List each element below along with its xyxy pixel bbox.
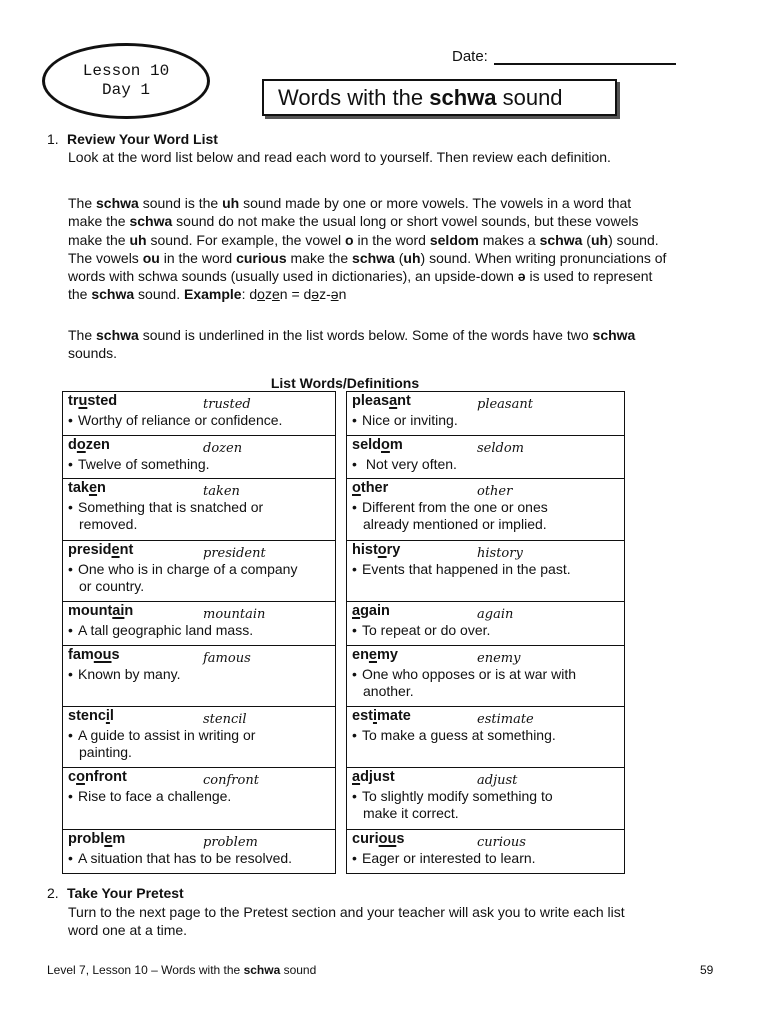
schwa-underline: i xyxy=(372,708,377,724)
bullet-icon: • xyxy=(68,622,73,638)
list-word: other xyxy=(352,480,389,496)
table-row xyxy=(63,830,625,874)
page-title xyxy=(262,79,617,116)
list-word: famous xyxy=(68,647,120,663)
bullet-icon: • xyxy=(68,412,73,428)
schwa-underline: e xyxy=(104,831,113,847)
definition: • Different from the one or ones already mentioned or implied. xyxy=(352,499,548,532)
list-word: estimate xyxy=(352,708,411,724)
schwa-underline: ou xyxy=(378,831,397,847)
cursive-word: famous xyxy=(203,651,251,666)
column-gap xyxy=(336,479,347,541)
table-row xyxy=(63,768,625,830)
cursive-word: pleasant xyxy=(477,397,533,412)
cursive-word: president xyxy=(203,546,266,561)
lesson-number: Lesson 10 xyxy=(82,62,170,80)
schwa-underline: o xyxy=(76,437,86,453)
bullet-icon: • xyxy=(352,727,357,743)
definition: • Something that is snatched or removed. xyxy=(68,499,264,532)
cursive-word: mountain xyxy=(203,607,266,622)
schwa-underline: e xyxy=(368,647,377,663)
date-label: Date: xyxy=(452,48,488,65)
word-cell xyxy=(347,436,625,479)
section-title: Review Your Word List xyxy=(67,131,218,147)
cursive-word: taken xyxy=(203,484,240,499)
definition: • Events that happened in the past. xyxy=(352,561,571,577)
page-number: 59 xyxy=(700,963,714,977)
table-row xyxy=(63,646,625,707)
list-word: president xyxy=(68,542,134,558)
schwa-underline: o xyxy=(76,769,85,785)
word-cell xyxy=(347,479,625,541)
column-gap xyxy=(336,707,347,768)
definition: • Worthy of reliance or confidence. xyxy=(68,412,283,428)
schwa-underline: i xyxy=(105,708,110,724)
list-word: curious xyxy=(352,831,405,847)
bullet-icon: • xyxy=(68,666,73,682)
cursive-word: adjust xyxy=(477,773,518,788)
cursive-word: estimate xyxy=(477,712,534,727)
underline-note-paragraph: The schwa sound is underlined in the list words below. Some of the words have two schwa sounds. xyxy=(68,327,636,362)
bullet-icon: • xyxy=(352,788,357,804)
list-word: again xyxy=(352,603,390,619)
intro-paragraph: Look at the word list below and read each word to yourself. Then review each definition. xyxy=(68,149,611,165)
word-cell xyxy=(347,392,625,436)
definition: • Known by many. xyxy=(68,666,181,682)
schwa-explanation-paragraph: The schwa sound is the uh sound made by one or more vowels. The vowels in a word that make the schwa sound do not make the usual long or short vowel sounds, but these vowels make the uh sound. For example, the vowel o in the word seldom makes a schwa (uh) sound. The vowels ou in the word curious make the schwa (uh) sound. When writing pronunciations of words with schwa sounds (usually used in dictionaries), an upside-down ə is used to represent the schwa sound. Example: dozen = dəz-ən xyxy=(68,195,667,303)
bullet-icon: • xyxy=(352,456,357,472)
bullet-icon: • xyxy=(352,850,357,866)
word-cell xyxy=(347,602,625,646)
table-row xyxy=(63,707,625,768)
definition: • Not very often. xyxy=(352,456,457,472)
cursive-word: other xyxy=(477,484,513,499)
table-row xyxy=(63,392,625,436)
list-word: stencil xyxy=(68,708,114,724)
word-cell xyxy=(63,392,336,436)
title-bold: schwa xyxy=(429,85,497,110)
schwa-underline: a xyxy=(352,603,361,619)
date-blank-line[interactable] xyxy=(494,49,676,65)
cursive-word: trusted xyxy=(203,397,251,412)
cursive-word: problem xyxy=(203,835,258,850)
list-word: confront xyxy=(68,769,127,785)
bullet-icon: • xyxy=(68,561,73,577)
definition: • To repeat or do over. xyxy=(352,622,491,638)
word-cell xyxy=(347,707,625,768)
list-word: history xyxy=(352,542,401,558)
list-word: seldom xyxy=(352,437,403,453)
bullet-icon: • xyxy=(68,850,73,866)
bullet-icon: • xyxy=(352,412,357,428)
word-cell xyxy=(63,768,336,830)
bullet-icon: • xyxy=(68,456,73,472)
section-number: 2. xyxy=(47,885,59,901)
column-gap xyxy=(336,646,347,707)
definition: • A guide to assist in writing or painting. xyxy=(68,727,256,760)
column-gap xyxy=(336,436,347,479)
schwa-underline: o xyxy=(377,542,387,558)
definition: • To slightly modify something to make it correct. xyxy=(352,788,553,821)
schwa-underline: ou xyxy=(93,647,112,663)
definition: • Rise to face a challenge. xyxy=(68,788,232,804)
cursive-word: curious xyxy=(477,835,526,850)
word-list-table xyxy=(62,391,625,874)
word-cell xyxy=(63,479,336,541)
bullet-icon: • xyxy=(68,499,73,515)
word-cell xyxy=(63,541,336,602)
schwa-underline: o xyxy=(352,480,361,496)
list-word: adjust xyxy=(352,769,395,785)
definition: • A situation that has to be resolved. xyxy=(68,850,293,866)
section-title: Take Your Pretest xyxy=(67,885,184,901)
definition: • One who is in charge of a company or country. xyxy=(68,561,298,594)
word-cell xyxy=(63,707,336,768)
definition: • Nice or inviting. xyxy=(352,412,458,428)
cursive-word: again xyxy=(477,607,514,622)
schwa-underline: ai xyxy=(112,603,125,619)
list-word: trusted xyxy=(68,393,118,409)
table-row xyxy=(63,479,625,541)
bullet-icon: • xyxy=(352,499,357,515)
cursive-word: enemy xyxy=(477,651,521,666)
cursive-word: history xyxy=(477,546,523,561)
bullet-icon: • xyxy=(352,561,357,577)
word-cell xyxy=(347,541,625,602)
list-word: mountain xyxy=(68,603,134,619)
word-cell xyxy=(63,646,336,707)
table-row xyxy=(63,436,625,479)
lesson-badge xyxy=(42,43,210,119)
definition: • Eager or interested to learn. xyxy=(352,850,536,866)
schwa-underline: u xyxy=(78,393,88,409)
column-gap xyxy=(336,830,347,874)
cursive-word: dozen xyxy=(203,441,243,456)
column-gap xyxy=(336,768,347,830)
list-word: dozen xyxy=(68,437,110,453)
definition: • To make a guess at something. xyxy=(352,727,556,743)
bullet-icon: • xyxy=(352,622,357,638)
bullet-icon: • xyxy=(352,666,357,682)
title-prefix: Words with the xyxy=(278,85,430,110)
list-word: problem xyxy=(68,831,126,847)
definition: • One who opposes or is at war with another. xyxy=(352,666,576,699)
definition: • Twelve of something. xyxy=(68,456,210,472)
list-word: taken xyxy=(68,480,106,496)
cursive-word: confront xyxy=(203,773,259,788)
bullet-icon: • xyxy=(68,727,73,743)
schwa-underline: a xyxy=(352,769,361,785)
column-gap xyxy=(336,602,347,646)
word-list-title: List Words/Definitions xyxy=(270,375,420,391)
schwa-underline: o xyxy=(381,437,390,453)
definition: • A tall geographic land mass. xyxy=(68,622,254,638)
list-word: pleasant xyxy=(352,393,411,409)
schwa-underline: e xyxy=(111,542,120,558)
schwa-underline: e xyxy=(88,480,98,496)
date-field xyxy=(452,48,676,65)
column-gap xyxy=(336,541,347,602)
footer-lesson-label: Level 7, Lesson 10 – Words with the schwa sound xyxy=(47,963,317,977)
pretest-paragraph: Turn to the next page to the Pretest section and your teacher will ask you to write each list word one at a time. xyxy=(68,904,625,939)
word-cell xyxy=(347,830,625,874)
word-cell xyxy=(63,602,336,646)
column-gap xyxy=(336,392,347,436)
word-cell xyxy=(347,768,625,830)
bullet-icon: • xyxy=(68,788,73,804)
table-row xyxy=(63,602,625,646)
section-number: 1. xyxy=(47,131,59,147)
word-cell xyxy=(63,830,336,874)
schwa-underline: a xyxy=(389,393,398,409)
lesson-day: Day 1 xyxy=(101,81,150,99)
cursive-word: seldom xyxy=(477,441,524,456)
word-cell xyxy=(63,436,336,479)
title-suffix: sound xyxy=(496,85,563,110)
word-cell xyxy=(347,646,625,707)
cursive-word: stencil xyxy=(203,712,247,727)
list-word: enemy xyxy=(352,647,398,663)
table-row xyxy=(63,541,625,602)
